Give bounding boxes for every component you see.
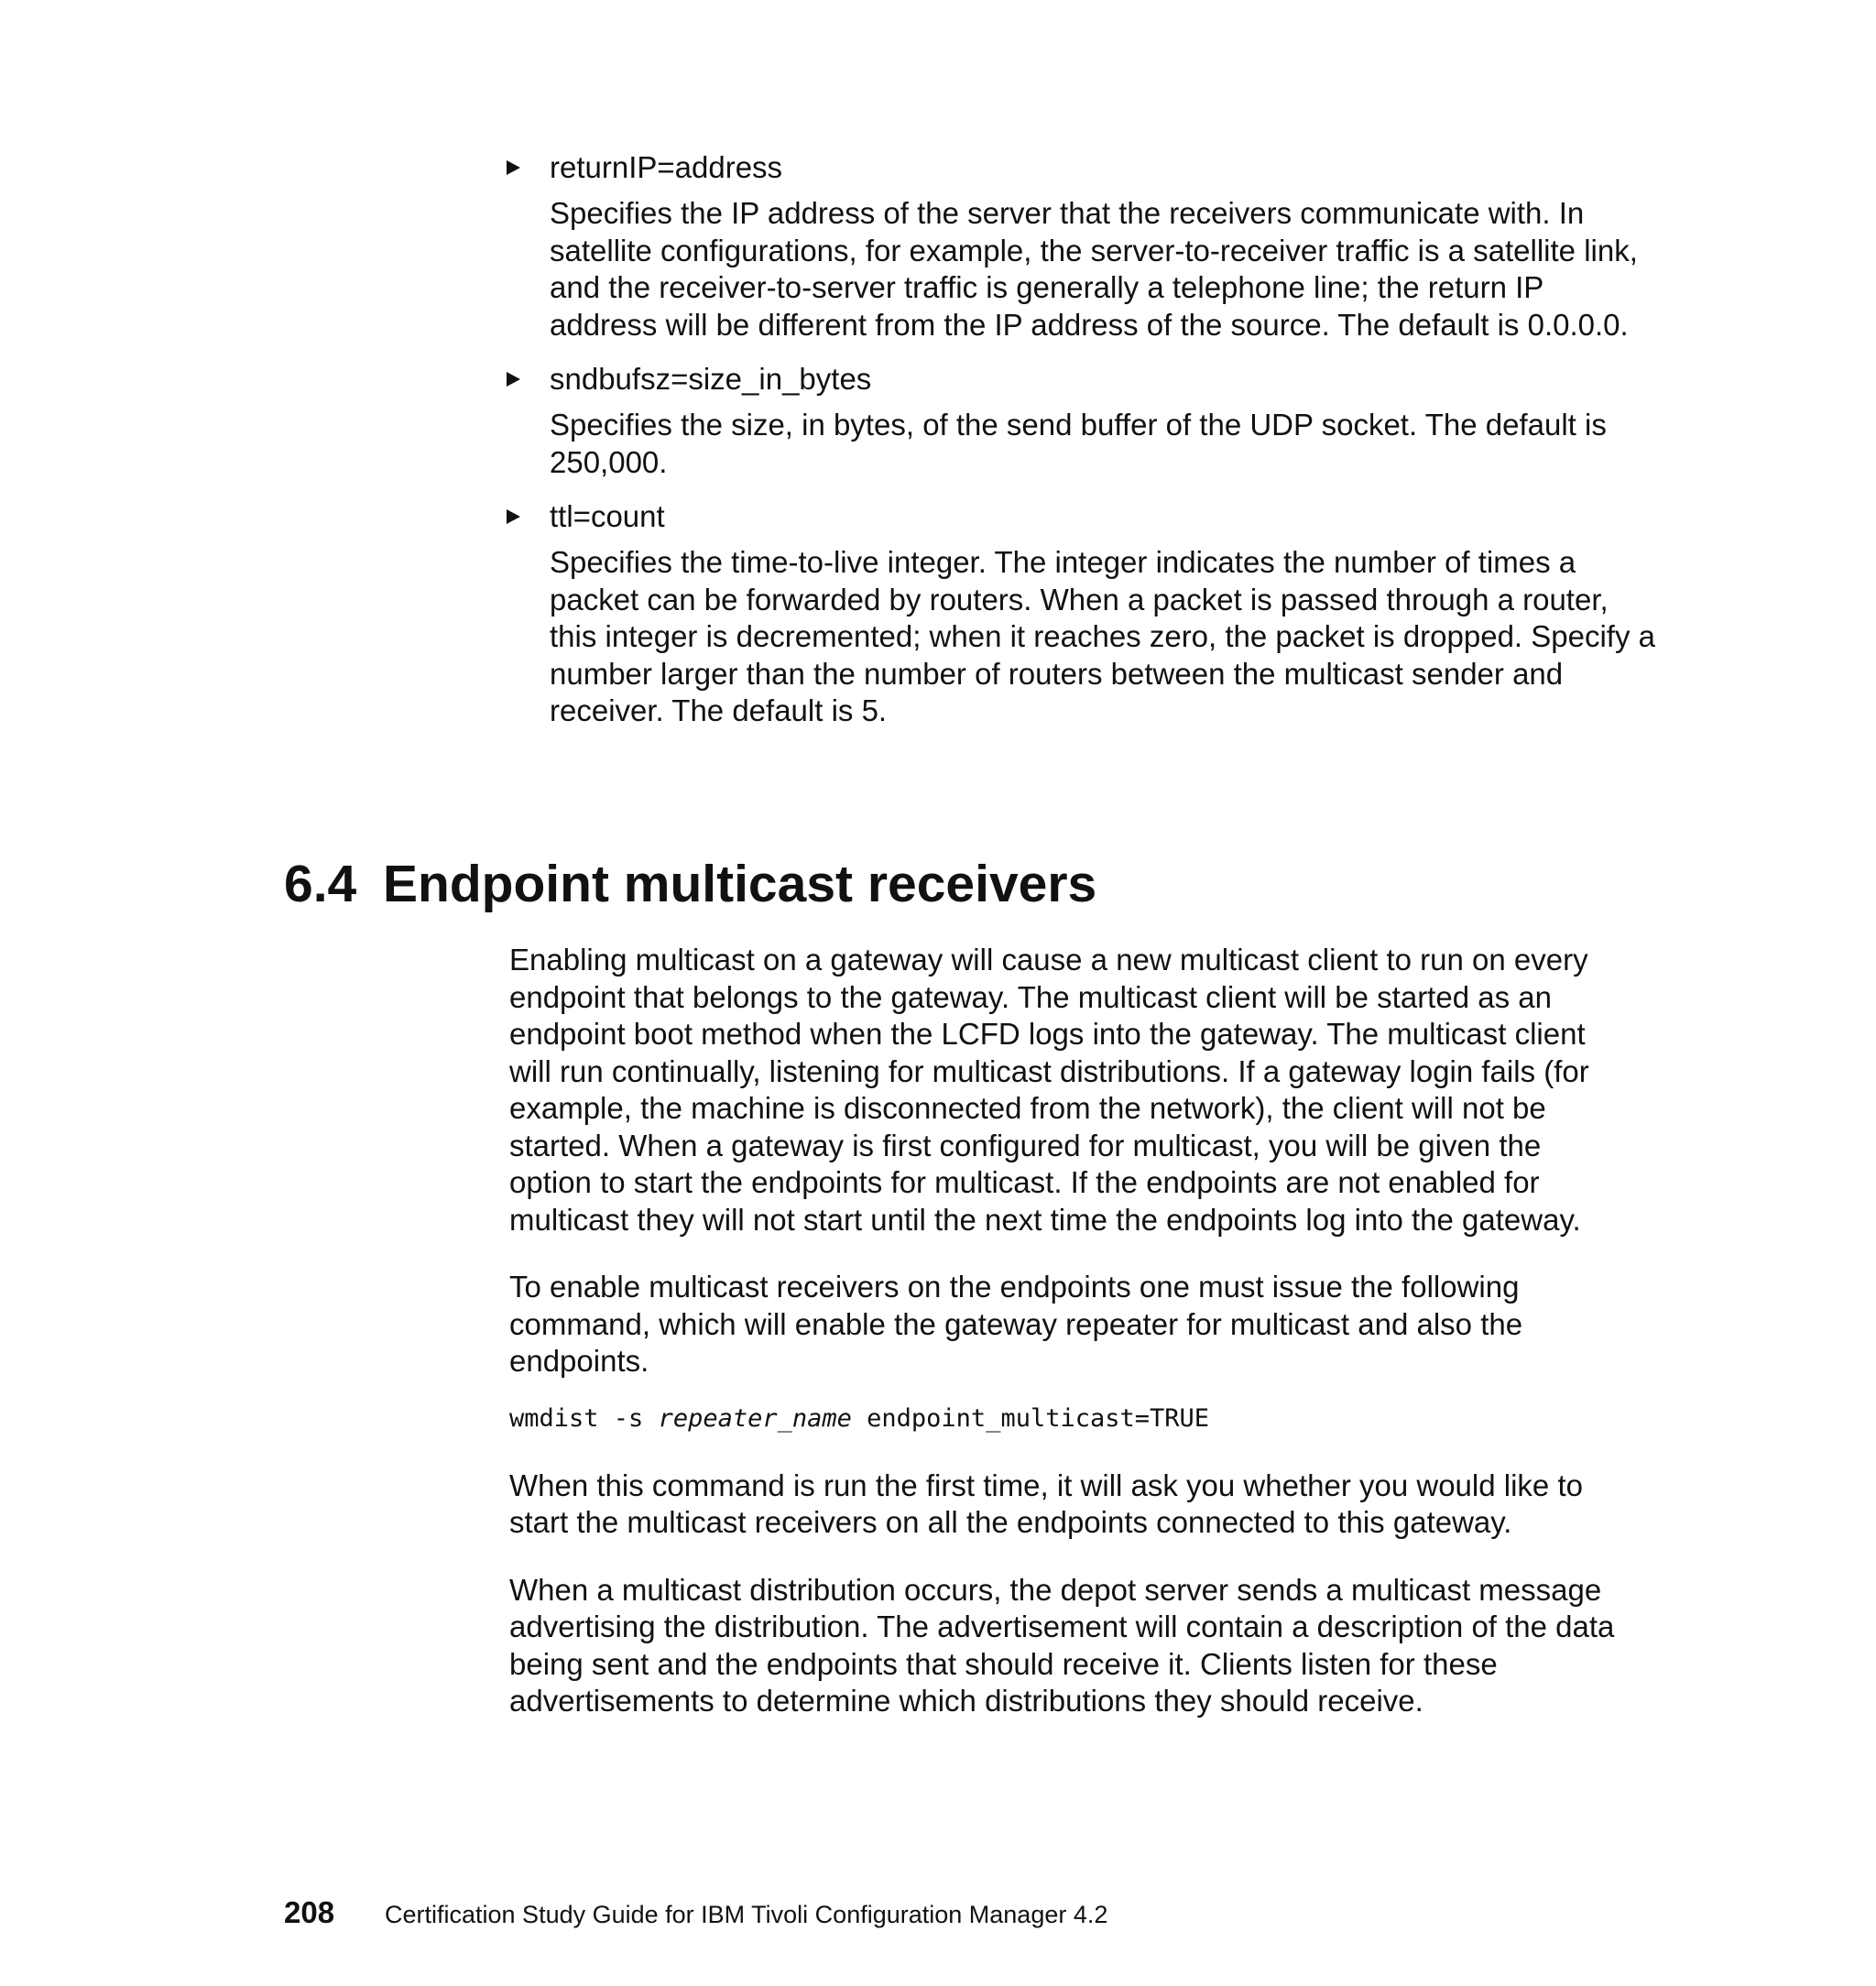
command-variable: repeater_name xyxy=(658,1403,852,1433)
section-title: Endpoint multicast receivers xyxy=(383,855,1097,913)
parameter-description: Specifies the time-to-live integer. The integer indicates the number of times a packet can be forwarded by routers. When a packet is passed through a router, this integer is decremented; when it reaches zero, the packet is dropped. Specify a number larger than the number of routers between the multicast sender and receiver. The default is 5. xyxy=(550,545,1655,727)
section-body xyxy=(509,942,1618,1720)
body-paragraph: When this command is run the first time, it will ask you whether you would like to start the multicast receivers on all the endpoints connected to this gateway. xyxy=(509,1468,1583,1539)
triangle-bullet-icon xyxy=(507,372,520,387)
command-suffix: endpoint_multicast=TRUE xyxy=(851,1403,1210,1433)
book-title: Certification Study Guide for IBM Tivoli Configuration Manager 4.2 xyxy=(385,1901,1108,1928)
parameter-list xyxy=(502,143,1655,730)
parameter-item xyxy=(502,355,1607,481)
body-paragraph: When a multicast distribution occurs, the depot server sends a multicast message advertising the distribution. The advertisement will contain a description of the data being sent and the endpoints that should receive it. Clients listen for these advertisements to determine which distributions they should receive. xyxy=(509,1572,1615,1718)
section-heading xyxy=(284,852,1096,916)
page-number: 208 xyxy=(284,1895,335,1929)
body-paragraph: Enabling multicast on a gateway will cause a new multicast client to run on every endpoint that belongs to the gateway. The multicast client will be started as an endpoint boot method when the LCFD logs into the gateway. The multicast client will run continually, listening for multicast distributions. If a gateway login fails (for example, the machine is disconnected from the network), the client will not be started. When a gateway is first configured for multicast, you will be given the option to start the endpoints for multicast. If the endpoints are not enabled for multicast they will not start until the next time the endpoints log into the gateway. xyxy=(509,943,1589,1237)
parameter-item xyxy=(502,143,1638,344)
triangle-bullet-icon xyxy=(507,160,520,175)
parameter-name: sndbufsz=size_in_bytes xyxy=(550,362,872,396)
body-paragraph: To enable multicast receivers on the endpoints one must issue the following command, which will enable the gateway repeater for multicast and also the endpoints. xyxy=(509,1270,1523,1378)
page-footer xyxy=(284,1894,1107,1937)
triangle-bullet-icon xyxy=(507,509,520,524)
parameter-description: Specifies the size, in bytes, of the send buffer of the UDP socket. The default is 250,000. xyxy=(550,408,1607,479)
command-prefix: wmdist -s xyxy=(509,1403,659,1433)
section-number: 6.4 xyxy=(284,855,357,913)
parameter-name: ttl=count xyxy=(550,499,665,533)
command-example xyxy=(509,1401,1618,1437)
parameter-name: returnIP=address xyxy=(550,150,783,184)
parameter-description: Specifies the IP address of the server that the receivers communicate with. In satellite configurations, for example, the server-to-receiver traffic is a satellite link, and the receiver-to-server traffic is generally a telephone line; the return IP address will be different from the IP address of the source. The default is 0.0.0.0. xyxy=(550,196,1638,342)
parameter-item xyxy=(502,492,1655,730)
